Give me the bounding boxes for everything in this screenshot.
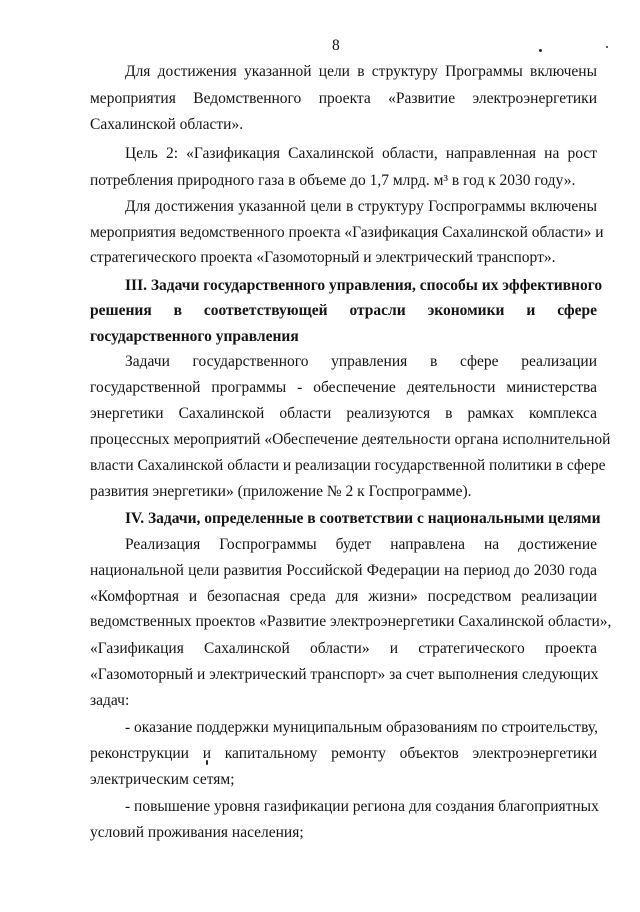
paragraph-line: Реализация Госпрограммы будет направлена на достижение — [125, 536, 597, 553]
paragraph-line: развития энергетики» (приложение № 2 к Госпрограмме). — [90, 483, 472, 500]
section-heading: решения в соответствующей отрасли экономики и сфере — [90, 302, 597, 319]
list-item-line: электрическим сетям; — [90, 771, 235, 788]
page-number: 8 — [332, 37, 340, 54]
paragraph-line: Сахалинской области». — [90, 116, 244, 133]
paragraph-line: мероприятия ведомственного проекта «Газификация Сахалинской области» и — [90, 224, 604, 241]
paragraph-line: Для достижения указанной цели в структуру Программы включены — [125, 63, 597, 80]
paragraph-line: Задачи государственного управления в сфере реализации — [125, 353, 597, 370]
paragraph-line: Цель 2: «Газификация Сахалинской области, направленная на рост — [125, 145, 597, 162]
paragraph-line: процессных мероприятий «Обеспечение деятельности органа исполнительной — [90, 431, 611, 448]
list-item-line: - оказание поддержки муниципальным образованиям по строительству, — [125, 719, 598, 736]
paragraph-line: Для достижения указанной цели в структуру Госпрограммы включены — [125, 198, 597, 215]
paragraph-line: энергетики Сахалинской области реализуются в рамках комплекса — [90, 405, 597, 422]
section-heading: государственного управления — [90, 328, 299, 345]
paragraph-line: национальной цели развития Российской Федерации на период до 2030 года — [90, 562, 597, 579]
list-item-line: реконструкции и капитальному ремонту объектов электроэнергетики — [90, 745, 597, 762]
paragraph-line: задач: — [90, 692, 130, 709]
paragraph-line: ведомственных проектов «Развитие электроэнергетики Сахалинской области», — [90, 613, 612, 630]
paragraph-line: мероприятия Ведомственного проекта «Развитие электроэнергетики — [90, 90, 597, 107]
paragraph-line: власти Сахалинской области и реализации государственной политики в сфере — [90, 457, 606, 474]
section-heading: III. Задачи государственного управления, способы их эффективного — [125, 277, 603, 294]
paragraph-line: «Газификация Сахалинской области» и стратегического проекта — [90, 640, 597, 657]
list-item-line: - повышение уровня газификации региона для создания благоприятных — [125, 798, 599, 815]
paragraph-line: «Газомоторный и электрический транспорт» за счет выполнения следующих — [90, 666, 599, 683]
paragraph-line: государственной программы - обеспечение деятельности министерства — [90, 379, 597, 396]
paragraph-line: стратегического проекта «Газомоторный и электрический транспорт». — [90, 249, 556, 266]
scan-speck — [539, 49, 542, 52]
scan-speck — [606, 46, 608, 48]
paragraph-line: «Комфортная и безопасная среда для жизни» посредством реализации — [90, 588, 597, 605]
paragraph-line: потребления природного газа в объеме до 1,7 млрд. м³ в год к 2030 году». — [90, 172, 576, 189]
section-heading: IV. Задачи, определенные в соответствии с национальными целями — [125, 510, 601, 527]
list-item-line: условий проживания населения; — [90, 824, 304, 841]
